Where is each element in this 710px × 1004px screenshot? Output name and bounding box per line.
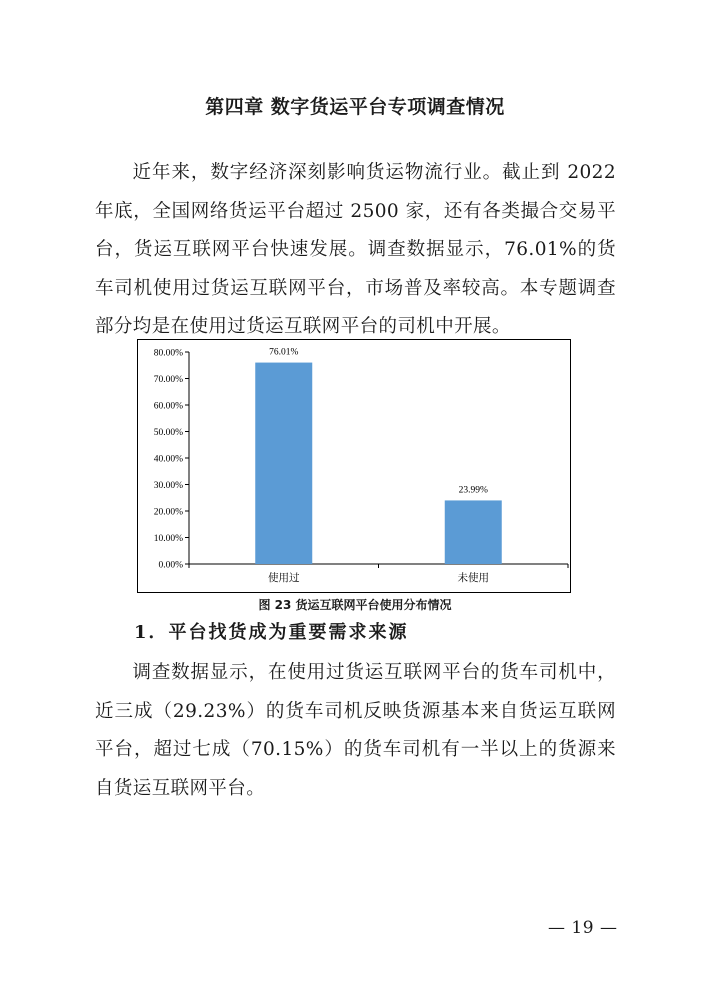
intro-paragraph [95,154,616,347]
survey-paragraph [95,654,616,808]
x-category-label: 未使用 [457,572,489,584]
y-tick-label: 40.00% [153,454,183,465]
page-number: — 19 — [548,918,618,938]
y-tick-label: 0.00% [158,560,183,571]
x-category-label: 使用过 [268,572,300,584]
y-tick-label: 70.00% [153,375,183,385]
data-label: 76.01% [269,347,299,358]
y-tick-label: 60.00% [153,401,183,412]
intro-paragraph-text: 近年来，数字经济深刻影响货运物流行业。截止到 2022 年底，全国网络货运平台超过 2500 家，还有各类撮合交易平台，货运互联网平台快速发展。调查数据显示，76.01%的货车司机使用过货运互联网平台，市场普及率较高。本专题调查部分均是在使用过货运互联网平台的司机中开展。 [95,162,616,337]
y-tick-label: 10.00% [153,534,183,544]
data-label: 23.99% [458,485,488,496]
figure-caption: 图 23 货运互联网平台使用分布情况 [258,598,452,612]
y-tick-label: 80.00% [153,348,183,359]
y-tick-label: 20.00% [153,507,183,518]
bar-chart-svg [138,340,570,592]
bar [445,500,502,564]
y-tick-label: 30.00% [153,481,183,491]
chapter-title: 第四章 数字货运平台专项调查情况 [205,96,505,118]
bar [255,363,312,564]
section-heading: 1．平台找货成为重要需求来源 [134,622,409,643]
y-tick-label: 50.00% [153,428,183,438]
survey-paragraph-text: 调查数据显示，在使用过货运互联网平台的货车司机中，近三成（29.23%）的货车司机反映货源基本来自货运互联网平台，超过七成（70.15%）的货车司机有一半以上的货源来自货运互联网平台。 [95,662,616,799]
bar-chart [137,339,571,593]
